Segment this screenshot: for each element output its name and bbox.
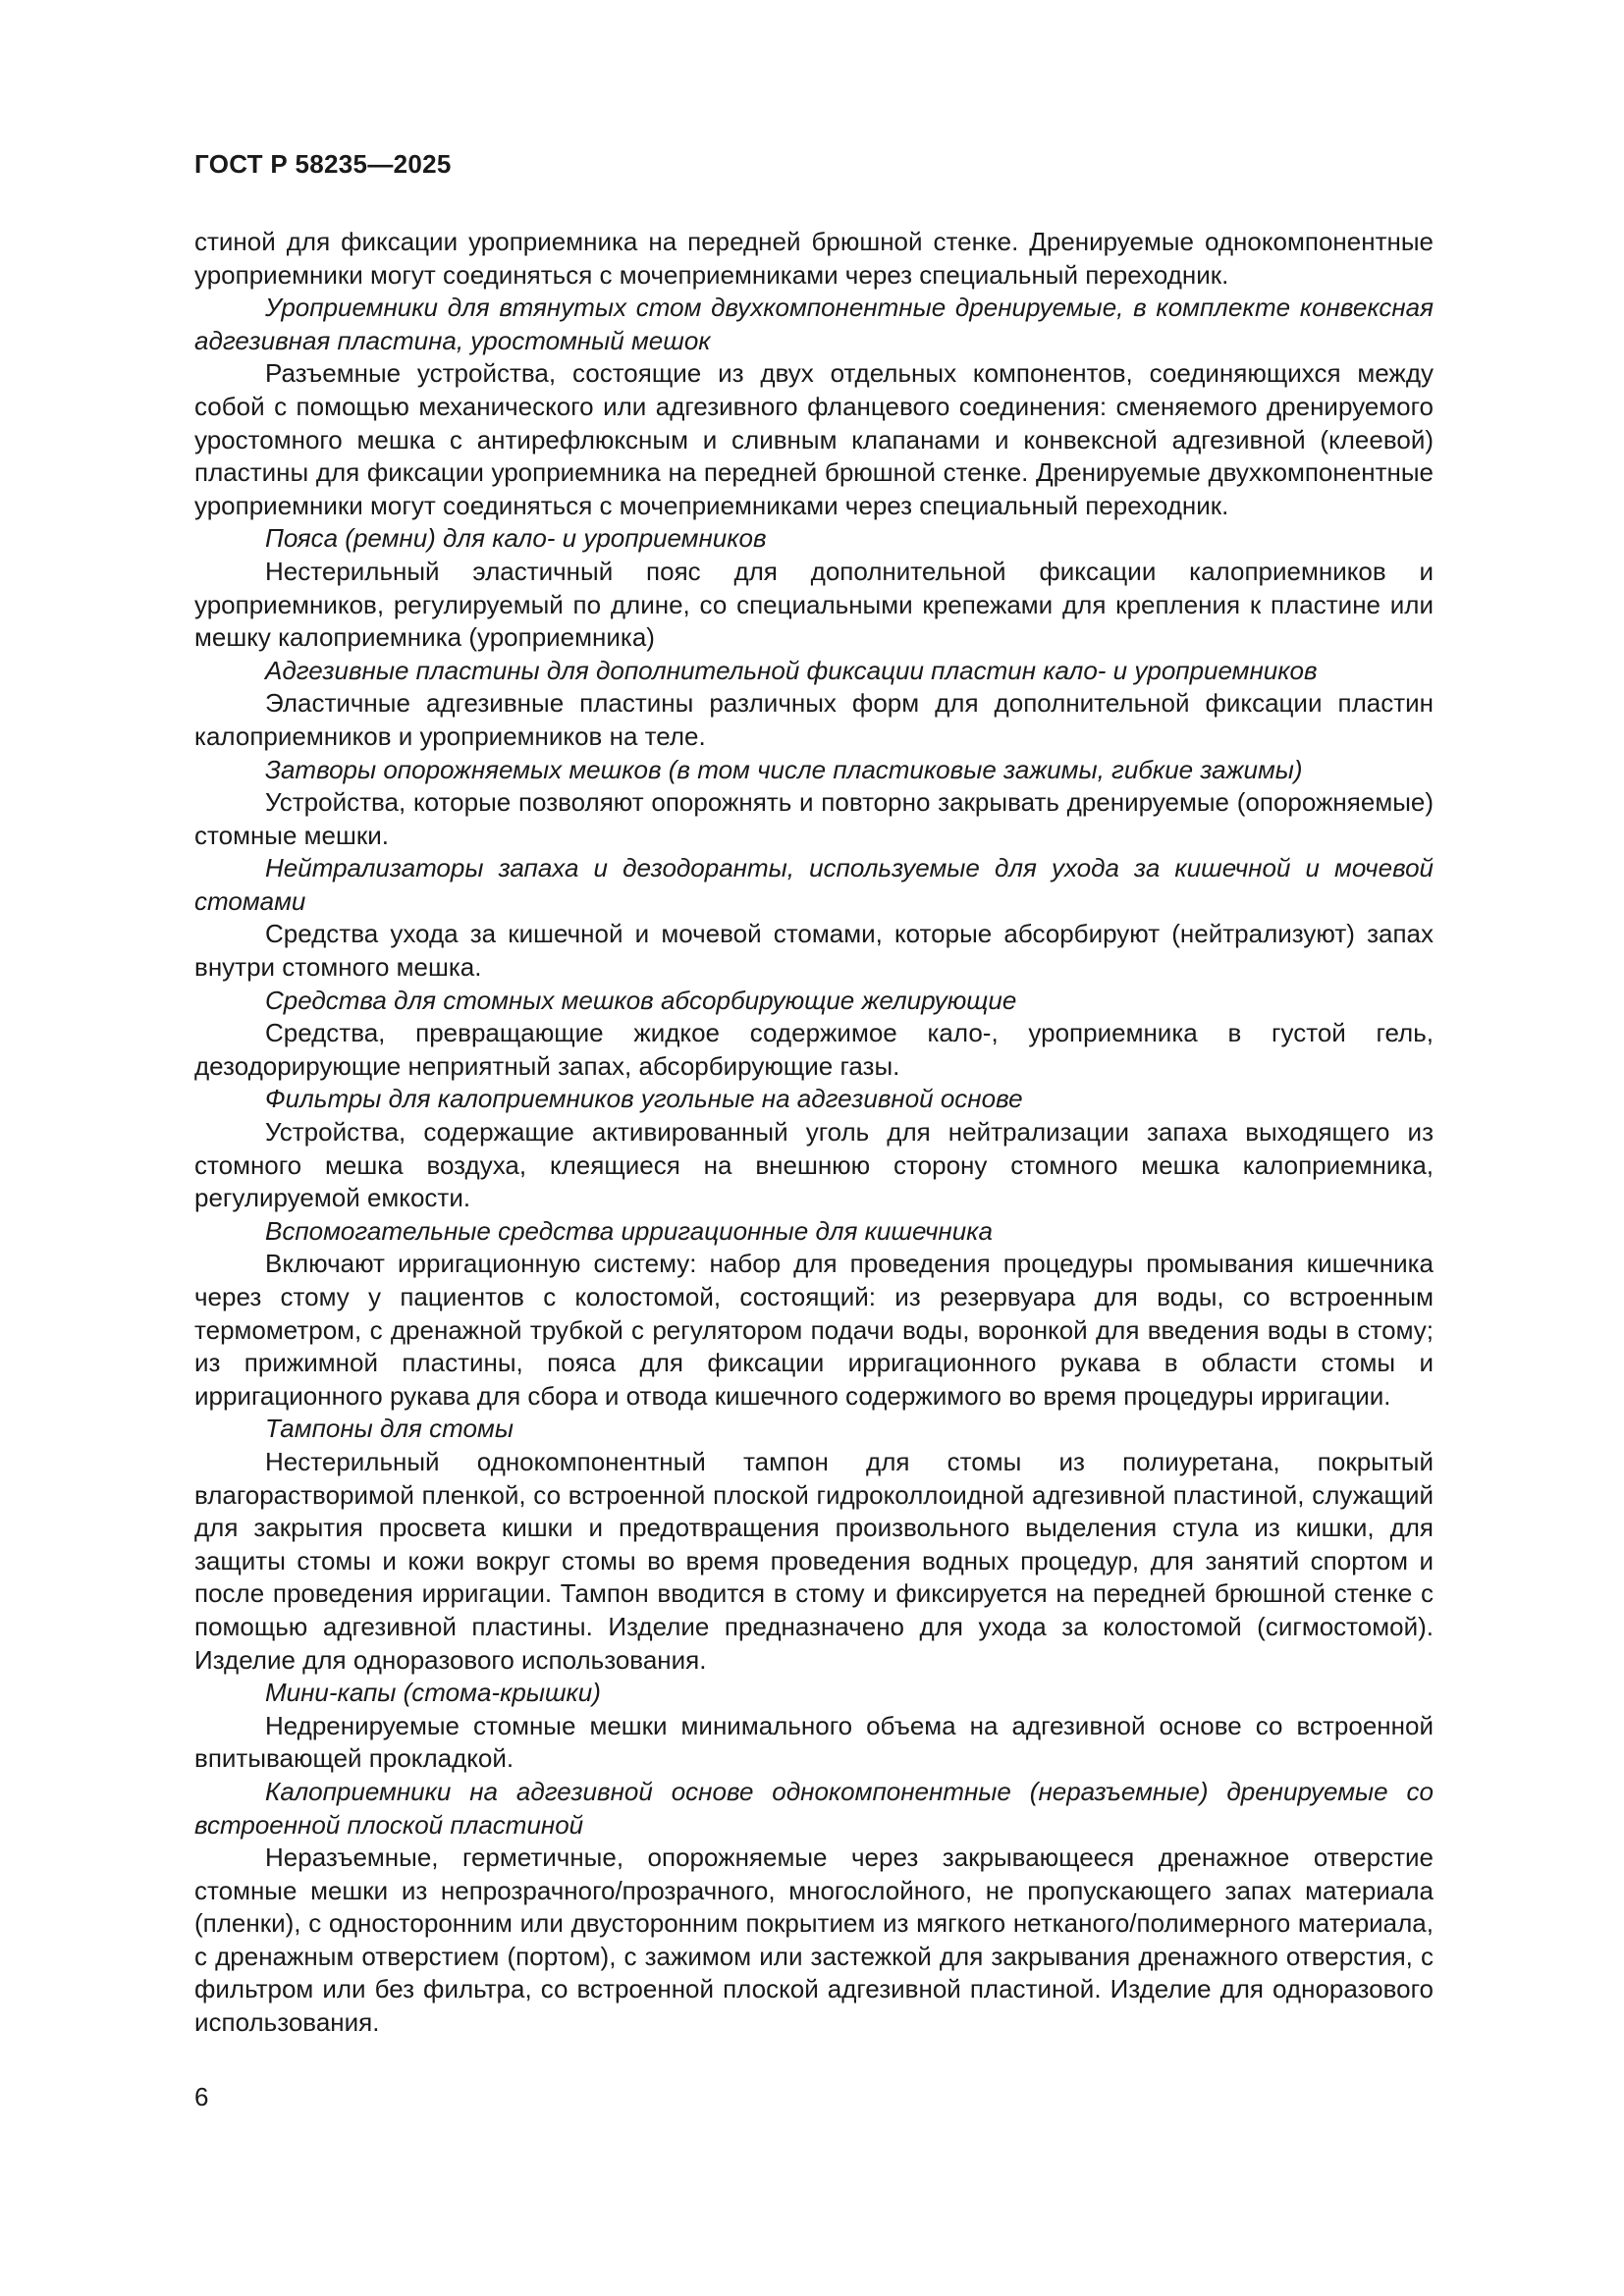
body-paragraph: Неразъемные, герметичные, опорожняемые через закрывающееся дренажное отверстие стомные мешки из непрозрачного/прозрачного, многослойного, не пропускающего запах материала (пленки), с односторонним или двусторонним покрытием из мягкого нетканого/полимерного материала, с дренажным отверстием (портом), с зажимом или застежкой для закрывания дренажного отверстия, с фильтром или без фильтра, со встроенной плоской адгезивной пластиной. Изделие для одноразового использования.: [194, 1842, 1434, 2038]
item-heading: Затворы опорожняемых мешков (в том числе пластиковые зажимы, гибкие зажимы): [265, 754, 1303, 784]
item-heading: Средства для стомных мешков абсорбирующие желирующие: [265, 985, 1017, 1015]
item-heading: Вспомогательные средства ирригационные для кишечника: [265, 1215, 993, 1246]
body-paragraph: Эластичные адгезивные пластины различных форм для дополнительной фиксации пластин калоприемников и уроприемников на теле.: [194, 688, 1434, 751]
item-heading: Пояса (ремни) для кало- и уроприемников: [265, 523, 767, 554]
body-paragraph: Устройства, содержащие активированный уголь для нейтрализации запаха выходящего из стомного мешка воздуха, клеящиеся на внешнюю сторону стомного мешка калоприемника, регулируемой емкости.: [194, 1117, 1434, 1213]
body-paragraph: Устройства, которые позволяют опорожнять и повторно закрывать дренируемые (опорожняемые) стомные мешки.: [194, 787, 1434, 850]
body-paragraph: Нестерильный эластичный пояс для дополнительной фиксации калоприемников и уроприемников, регулируемый по длине, со специальными крепежами для крепления к пластине или мешку калоприемника (уроприемника): [194, 556, 1434, 653]
body-paragraph: Средства, превращающие жидкое содержимое кало-, уроприемника в густой гель, дезодорирующие неприятный запах, абсорбирующие газы.: [194, 1018, 1434, 1081]
item-heading: Калоприемники на адгезивной основе однокомпонентные (неразъемные) дренируемые со встроенной плоской пластиной: [194, 1776, 1434, 1840]
body-paragraph: Нестерильный однокомпонентный тампон для стомы из полиуретана, покрытый влагорастворимой пленкой, со встроенной плоской гидроколлоидной адгезивной пластиной, служащий для закрытия просвета кишки и предотвращения произвольного выделения стула из кишки, для защиты стомы и кожи вокруг стомы во время проведения водных процедур, для занятий спортом и после проведения ирригации. Тампон вводится в стому и фиксируется на передней брюшной стенке с помощью адгезивной пластины. Изделие предназначено для ухода за колостомой (сигмостомой). Изделие для одноразового использования.: [194, 1446, 1434, 1675]
item-heading: Уроприемники для втянутых стом двухкомпонентные дренируемые, в комплекте конвексная адгезивная пластина, уростомный мешок: [194, 293, 1434, 355]
document-header: ГОСТ Р 58235—2025: [194, 149, 452, 179]
document-body: [194, 226, 1434, 2040]
body-paragraph: Разъемные устройства, состоящие из двух отдельных компонентов, соединяющихся между собой с помощью механического или адгезивного фланцевого соединения: сменяемого дренируемого уростомного мешка с антирефлюксным и сливным клапанами и конвексной адгезивной (клеевой) пластины для фиксации уроприемника на передней брюшной стенке. Дренируемые двухкомпонентные уроприемники могут соединяться с мочеприемниками через специальный переходник.: [194, 358, 1434, 520]
item-heading: Нейтрализаторы запаха и дезодоранты, используемые для ухода за кишечной и мочевой стомами: [194, 853, 1434, 916]
item-heading: Тампоны для стомы: [265, 1414, 514, 1444]
body-paragraph: Включают ирригационную систему: набор для проведения процедуры промывания кишечника через стому у пациентов с колостомой, состоящий: из резервуара для воды, со встроенным термометром, с дренажной трубкой с регулятором подачи воды, воронкой для введения воды в стому; из прижимной пластины, пояса для фиксации ирригационного рукава в области стомы и ирригационного рукава для сбора и отвода кишечного содержимого во время процедуры ирригации.: [194, 1249, 1434, 1411]
body-paragraph: Недренируемые стомные мешки минимального объема на адгезивной основе со встроенной впитывающей прокладкой.: [194, 1710, 1434, 1774]
page-number: 6: [194, 2082, 209, 2111]
body-paragraph: Средства ухода за кишечной и мочевой стомами, которые абсорбируют (нейтрализуют) запах внутри стомного мешка.: [194, 919, 1434, 983]
item-heading: Мини-капы (стома-крышки): [265, 1678, 601, 1708]
item-heading: Фильтры для калоприемников угольные на адгезивной основе: [265, 1084, 1023, 1114]
item-heading: Адгезивные пластины для дополнительной фиксации пластин кало- и уроприемников: [265, 655, 1318, 685]
body-paragraph: стиной для фиксации уроприемника на передней брюшной стенке. Дренируемые однокомпонентные уроприемники могут соединяться с мочеприемниками через специальный переходник.: [194, 227, 1434, 290]
